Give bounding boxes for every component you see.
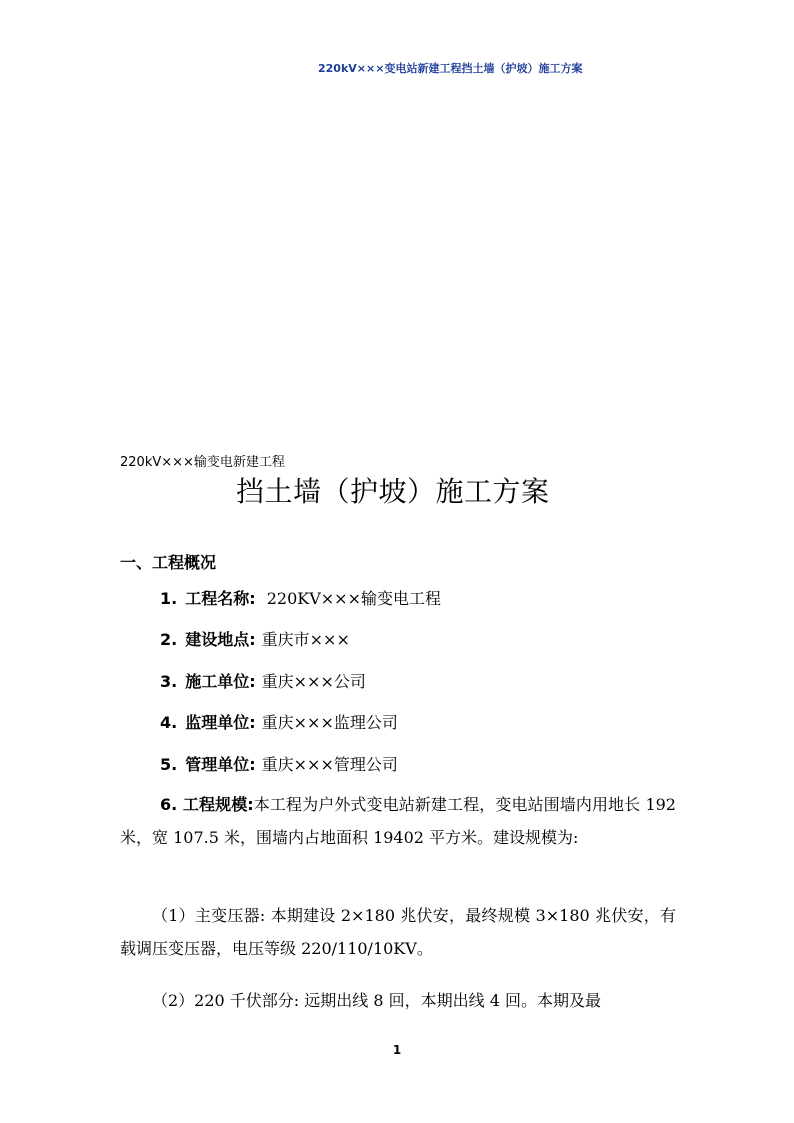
item-label: 工程名称:	[185, 589, 256, 608]
item-label: 施工单位:	[185, 672, 256, 691]
item-label: 监理单位:	[185, 713, 256, 732]
info-item-construction-unit	[160, 669, 366, 692]
scale-paragraph	[120, 788, 676, 854]
scale-text: 本工程为户外式变电站新建工程，变电站围墙内用地长 192 米，宽 107.5 米，围墙内占地面积 19402 平方米。建设规模为:	[120, 795, 676, 847]
item-value: 重庆×××公司	[261, 672, 366, 691]
info-item-supervision-unit	[160, 710, 398, 733]
item-value: 重庆×××管理公司	[261, 755, 398, 774]
item-number: 4.	[160, 713, 178, 732]
page-header: 220kV×××变电站新建工程挡土墙（护坡）施工方案	[318, 62, 583, 75]
sub-item-220kv: （2）220 千伏部分: 远期出线 8 回，本期出线 4 回。本期及最	[152, 991, 601, 1010]
item-value: 重庆市×××	[261, 630, 350, 649]
item-number: 5.	[160, 755, 178, 774]
item-number: 1.	[160, 589, 178, 608]
item-number: 2.	[160, 630, 178, 649]
scale-label: 6. 工程规模:	[160, 795, 254, 814]
section-title: 一、工程概况	[120, 553, 217, 572]
page-number: 1	[392, 1043, 402, 1057]
item-label: 管理单位:	[185, 755, 256, 774]
sub-item-transformer: （1）主变压器: 本期建设 2×180 兆伏安，最终规模 3×180 兆伏安，有载调压变压器，电压等级 220/110/10KV。	[120, 906, 676, 958]
info-item-management-unit	[160, 752, 398, 775]
info-item-location	[160, 627, 350, 650]
item-value: 220KV×××输变电工程	[261, 589, 441, 608]
item-value: 重庆×××监理公司	[261, 713, 398, 732]
document-title: 挡土墙（护坡）施工方案	[236, 475, 550, 508]
info-item-project-name	[160, 586, 441, 609]
item-label: 建设地点:	[185, 630, 256, 649]
item-number: 3.	[160, 672, 178, 691]
project-line: 220kV×××输变电新建工程	[120, 455, 285, 470]
